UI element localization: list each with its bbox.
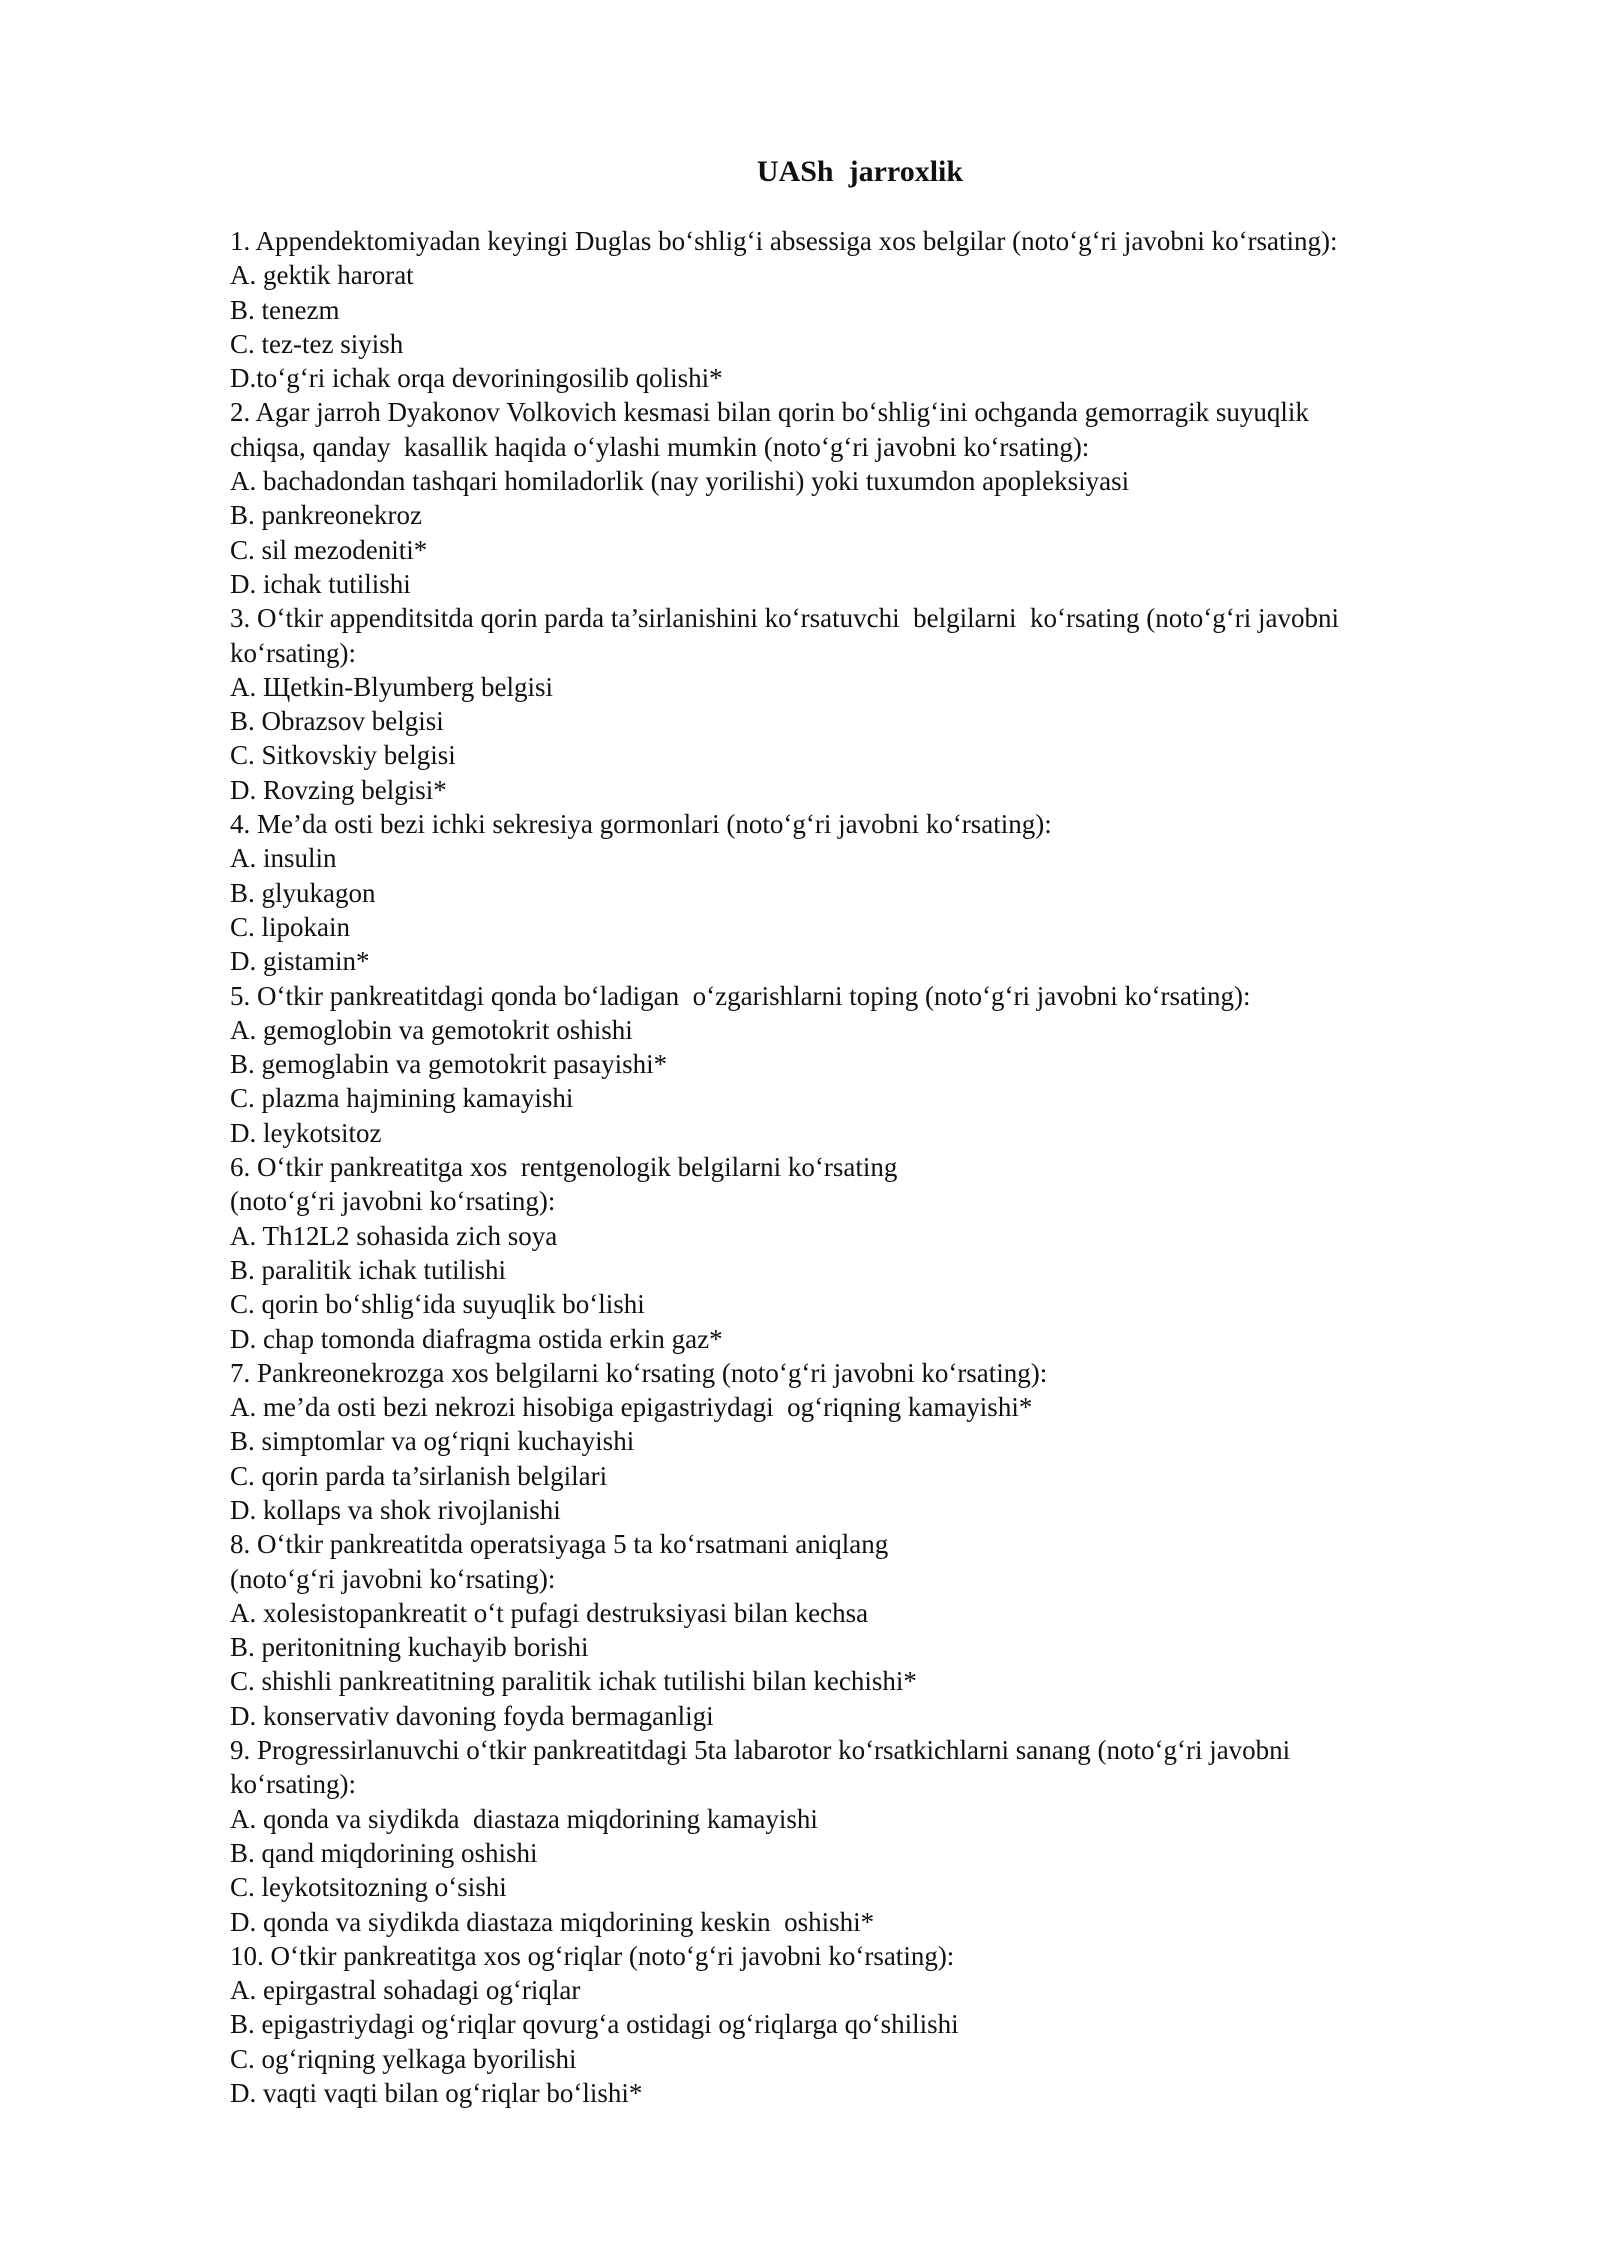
question-text: (noto‘g‘ri javobni ko‘rsating):: [230, 1186, 556, 1217]
answer-option: D. kollaps va shok rivojlanishi: [230, 1494, 561, 1525]
answer-option: D. gistamin*: [230, 946, 370, 977]
question-9: [230, 1733, 1470, 1939]
answer-option: C. tez-tez siyish: [230, 328, 404, 359]
document-title: UASh jarroxlik: [756, 155, 964, 188]
question-4: [230, 807, 1470, 978]
question-10: [230, 1939, 1470, 2110]
answer-option: A. gemoglobin va gemotokrit oshishi: [230, 1014, 633, 1045]
answer-option: D. vaqti vaqti bilan og‘riqlar bo‘lishi*: [230, 2078, 643, 2109]
answer-option: A. insulin: [230, 843, 337, 874]
question-text: ko‘rsating):: [230, 1769, 356, 1800]
question-text: (noto‘g‘ri javobni ko‘rsating):: [230, 1563, 556, 1594]
answer-option: B. epigastriydagi og‘riqlar qovurg‘a ostidagi og‘riqlarga qo‘shilishi: [230, 2009, 959, 2040]
question-5: [230, 979, 1470, 1150]
answer-option: D. chap tomonda diafragma ostida erkin gaz*: [230, 1323, 723, 1354]
question-text: 9. Progressirlanuvchi o‘tkir pankreatitdagi 5ta labarotor ko‘rsatkichlarni sanang (noto‘g‘ri javobni: [230, 1735, 1291, 1766]
question-text: ko‘rsating):: [230, 637, 356, 668]
question-text: 5. O‘tkir pankreatitdagi qonda bo‘ladigan o‘zgarishlarni toping (noto‘g‘ri javobni ko‘rsating):: [230, 980, 1251, 1011]
question-text: 3. O‘tkir appenditsitda qorin parda ta’sirlanishini ko‘rsatuvchi belgilarni ko‘rsating (noto‘g‘ri javobni: [230, 603, 1339, 634]
question-text: 1. Appendektomiyadan keyingi Duglas bo‘shlig‘i absessiga xos belgilar (noto‘g‘ri javobni ko‘rsating):: [230, 226, 1338, 256]
answer-option: B. pankreonekroz: [230, 500, 422, 531]
answer-option: D. leykotsitoz: [230, 1117, 382, 1148]
question-list: [230, 224, 1470, 2110]
answer-option: C. og‘riqning yelkaga byorilishi: [230, 2043, 577, 2074]
question-text: 6. O‘tkir pankreatitga xos rentgenologik belgilarni ko‘rsating: [230, 1152, 898, 1183]
question-8: [230, 1527, 1470, 1733]
answer-option: A. me’da osti bezi nekrozi hisobiga epigastriydagi og‘riqning kamayishi*: [230, 1392, 1033, 1423]
answer-option: A. Th12L2 sohasida zich soya: [230, 1220, 558, 1251]
answer-option: A. epirgastral sohadagi og‘riqlar: [230, 1975, 581, 2006]
answer-option: C. sil mezodeniti*: [230, 534, 428, 565]
answer-option: A. Щetkin-Blyumberg belgisi: [230, 671, 553, 702]
answer-option: B. tenezm: [230, 294, 340, 325]
answer-option: D.to‘g‘ri ichak orqa devoriningosilib qolishi*: [230, 363, 723, 394]
answer-option: B. gemoglabin va gemotokrit pasayishi*: [230, 1049, 668, 1080]
answer-option: C. qorin parda ta’sirlanish belgilari: [230, 1460, 608, 1491]
answer-option: B. qand miqdorining oshishi: [230, 1837, 538, 1868]
answer-option: C. Sitkovskiy belgisi: [230, 740, 456, 771]
answer-option: B. glyukagon: [230, 877, 376, 908]
question-text: 7. Pankreonekrozga xos belgilarni ko‘rsating (noto‘g‘ri javobni ko‘rsating):: [230, 1357, 1048, 1388]
question-3: [230, 601, 1470, 807]
question-2: [230, 395, 1470, 601]
answer-option: A. bachadondan tashqari homiladorlik (nay yorilishi) yoki tuxumdon apopleksiyasi: [230, 466, 1130, 497]
answer-option: B. Obrazsov belgisi: [230, 706, 444, 737]
question-text: 4. Me’da osti bezi ichki sekresiya gormonlari (noto‘g‘ri javobni ko‘rsating):: [230, 809, 1052, 840]
answer-option: D. ichak tutilishi: [230, 568, 411, 599]
answer-option: B. simptomlar va og‘riqni kuchayishi: [230, 1426, 635, 1457]
answer-option: D. konservativ davoning foyda bermaganligi: [230, 1700, 714, 1731]
answer-option: B. paralitik ichak tutilishi: [230, 1254, 506, 1285]
answer-option: A. xolesistopankreatit o‘t pufagi destruksiyasi bilan kechsa: [230, 1597, 869, 1628]
answer-option: A. gektik harorat: [230, 260, 414, 291]
answer-option: C. lipokain: [230, 911, 350, 942]
answer-option: C. plazma hajmining kamayishi: [230, 1083, 574, 1114]
answer-option: B. peritonitning kuchayib borishi: [230, 1632, 589, 1663]
answer-option: C. qorin bo‘shlig‘ida suyuqlik bo‘lishi: [230, 1289, 645, 1320]
answer-option: D. Rovzing belgisi*: [230, 774, 447, 805]
answer-option: C. shishli pankreatitning paralitik ichak tutilishi bilan kechishi*: [230, 1666, 917, 1697]
answer-option: A. qonda va siydikda diastaza miqdorining kamayishi: [230, 1803, 818, 1834]
answer-option: D. qonda va siydikda diastaza miqdorining keskin oshishi*: [230, 1906, 875, 1937]
question-7: [230, 1356, 1470, 1527]
question-text: chiqsa, qanday kasallik haqida o‘ylashi mumkin (noto‘g‘ri javobni ko‘rsating):: [230, 431, 1090, 462]
answer-option: C. leykotsitozning o‘sishi: [230, 1872, 507, 1903]
question-6: [230, 1150, 1470, 1356]
question-text: 8. O‘tkir pankreatitda operatsiyaga 5 ta ko‘rsatmani aniqlang: [230, 1529, 889, 1560]
question-text: 10. O‘tkir pankreatitga xos og‘riqlar (noto‘g‘ri javobni ko‘rsating):: [230, 1940, 955, 1971]
question-text: 2. Agar jarroh Dyakonov Volkovich kesmasi bilan qorin bo‘shlig‘ini ochganda gemorragik suyuqlik: [230, 397, 1309, 428]
question-1: [230, 224, 1470, 395]
